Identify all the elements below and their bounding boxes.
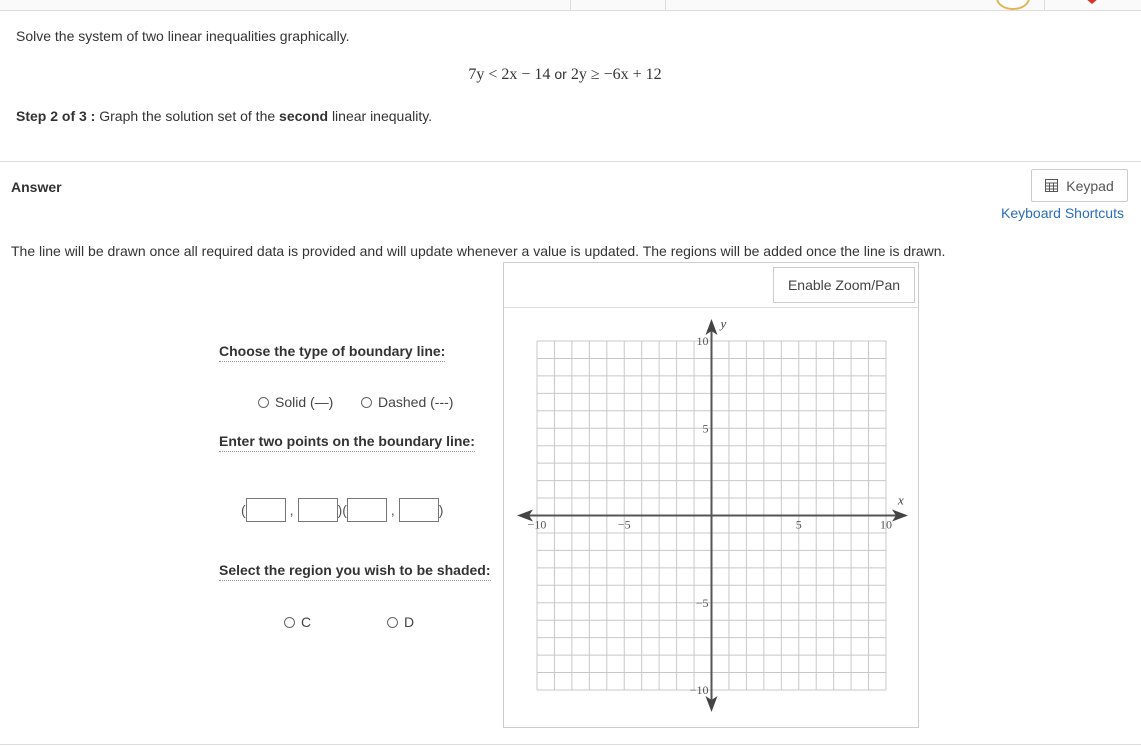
x-tick-label: −10 xyxy=(527,517,547,532)
bookmark-icon[interactable] xyxy=(1085,0,1099,4)
close-paren: ) xyxy=(438,502,444,518)
x-tick-label: 10 xyxy=(880,517,892,532)
x-tick-label: 5 xyxy=(795,517,802,532)
comma: , xyxy=(390,502,395,518)
top-toolbar xyxy=(0,0,1141,11)
close-paren: ) xyxy=(337,502,343,518)
inequality-2: 2y ≥ −6x + 12 xyxy=(570,66,662,83)
point1-y-input[interactable] xyxy=(298,498,338,522)
graph-instructions: The line will be drawn once all required data is provided and will update whenever a value is updated. The regions will be added once the line is drawn. xyxy=(11,243,946,259)
boundary-points-label: Enter two points on the boundary line: xyxy=(219,433,475,452)
or-connector: or xyxy=(554,66,567,82)
radio-circle-icon[interactable] xyxy=(387,617,398,628)
boundary-points-inputs xyxy=(241,498,443,522)
answer-heading: Answer xyxy=(11,179,62,195)
radio-circle-icon[interactable] xyxy=(258,397,269,408)
enable-zoom-pan-button[interactable]: Enable Zoom/Pan xyxy=(773,267,915,303)
keypad-label: Keypad xyxy=(1066,177,1114,194)
solid-line-option[interactable] xyxy=(258,394,333,410)
dashed-line-label: Dashed (---) xyxy=(378,394,454,410)
keyboard-shortcuts-link[interactable]: Keyboard Shortcuts xyxy=(1001,205,1124,221)
point1-x-input[interactable] xyxy=(246,498,286,522)
bottom-divider xyxy=(0,744,1141,745)
region-d-label: D xyxy=(404,614,415,630)
toolbar-divider xyxy=(1044,0,1045,10)
point2-y-input[interactable] xyxy=(399,498,439,522)
radio-circle-icon[interactable] xyxy=(284,617,295,628)
toolbar-divider xyxy=(665,0,666,10)
radio-circle-icon[interactable] xyxy=(361,397,372,408)
dashed-line-option[interactable] xyxy=(361,394,453,410)
tick-labels xyxy=(528,316,904,697)
question-prompt: Solve the system of two linear inequalities graphically. xyxy=(16,28,350,44)
axes xyxy=(517,319,908,712)
toolbar-divider xyxy=(570,0,571,10)
step-text-bold: second xyxy=(279,108,329,124)
y-tick-label: −10 xyxy=(689,683,709,697)
keypad-button[interactable] xyxy=(1031,169,1128,202)
x-tick-label: −5 xyxy=(617,517,631,532)
question-panel xyxy=(0,11,1141,162)
step-prefix: Step 2 of 3 : xyxy=(16,108,96,124)
inequality-1: 7y < 2x − 14 xyxy=(468,66,551,83)
region-d-option[interactable] xyxy=(387,614,414,630)
step-instruction xyxy=(16,108,432,124)
boundary-type-label: Choose the type of boundary line: xyxy=(219,343,445,362)
y-axis-label: y xyxy=(720,316,727,331)
calculator-icon xyxy=(1045,179,1058,192)
solid-line-label: Solid (—) xyxy=(275,394,334,410)
region-c-label: C xyxy=(301,614,312,630)
graph-panel xyxy=(503,262,919,728)
inequality-system xyxy=(0,66,1130,84)
coordinate-plane[interactable] xyxy=(504,263,918,727)
open-paren: ( xyxy=(241,502,246,518)
shade-region-label: Select the region you wish to be shaded: xyxy=(219,562,491,581)
y-tick-label: 5 xyxy=(702,421,709,436)
y-tick-label: 10 xyxy=(696,334,709,348)
open-paren: ( xyxy=(342,502,347,518)
x-axis-label: x xyxy=(898,492,904,508)
progress-badge-icon[interactable] xyxy=(996,0,1030,10)
step-text-end: linear inequality. xyxy=(331,108,433,124)
point2-x-input[interactable] xyxy=(347,498,387,522)
comma: , xyxy=(289,502,294,518)
step-text-start: Graph the solution set of the xyxy=(99,108,276,124)
region-c-option[interactable] xyxy=(284,614,311,630)
y-tick-label: −5 xyxy=(695,595,709,610)
